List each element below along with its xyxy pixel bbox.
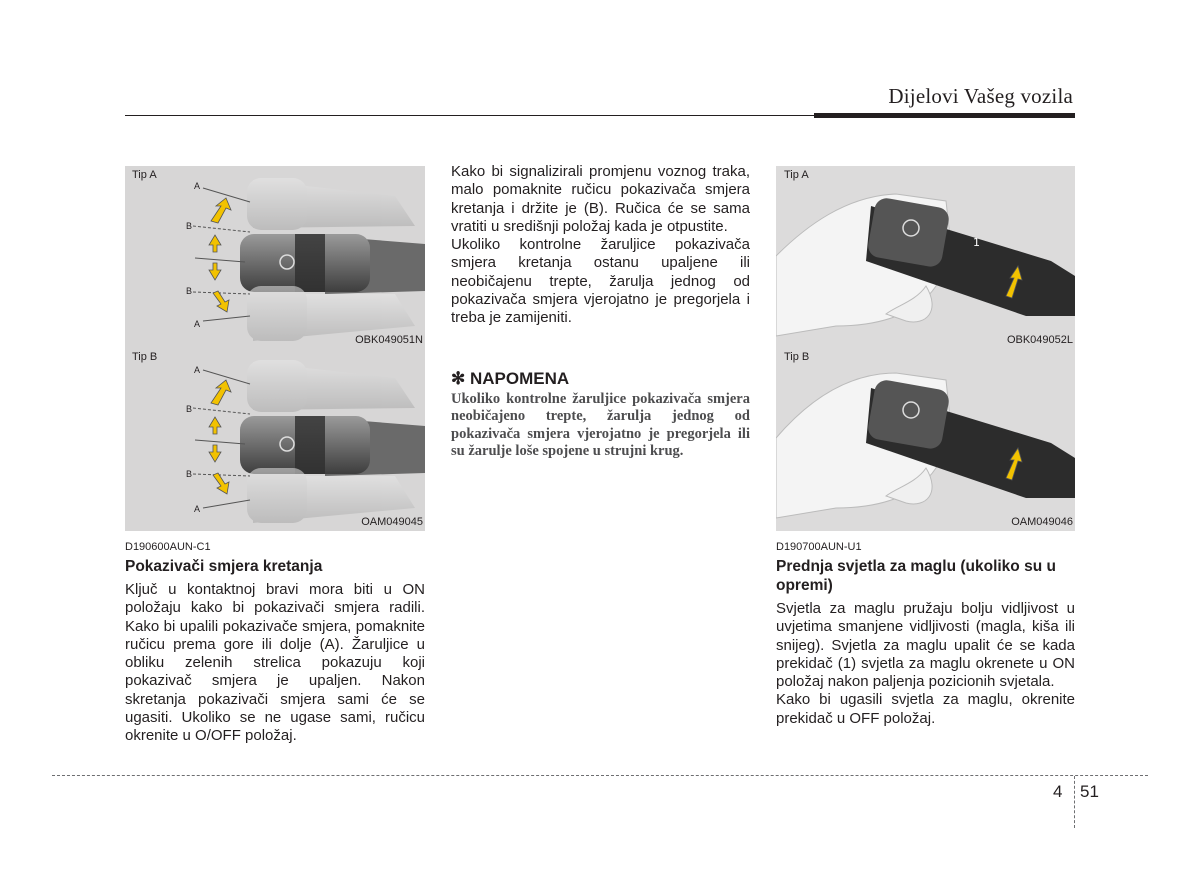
- figure-fog-light-type-b: [776, 348, 1075, 531]
- svg-text:1: 1: [973, 236, 980, 249]
- figure-code: OAM049046: [1011, 516, 1073, 528]
- figure-label: Tip A: [132, 169, 157, 181]
- page-header-title: Dijelovi Vašeg vozila: [888, 84, 1073, 108]
- callout-letter: B: [186, 469, 193, 479]
- paragraph: Ključ u kontaktnoj bravi mora biti u ON položaju kako bi pokazivači smjera radili. Kako bi upalili pokazivače smjera, pomaknite ručicu prema gore ili dolje (A). Žaruljice u obliku zelenih strelica pokazuju koji pokazivač smjera je upaljen. Nakon skretanja pokazivači smjera sami će se ugasiti. Ukoliko se ne ugase sami, ručicu okrenite u O/OFF položaj.: [125, 581, 425, 745]
- section-body: [776, 600, 1075, 728]
- section-code: D190700AUN-U1: [776, 541, 862, 553]
- header-rule-accent: [814, 113, 1075, 118]
- fog-light-switch-hand-illustration: [776, 348, 1075, 531]
- paragraph: Svjetla za maglu pružaju bolju vidljivost u uvjetima smanjene vidljivosti (magla, kiša ili snijeg). Svjetla za maglu upalit će se kada prekidač (1) svjetla za maglu okrenete u ON položaj nakon paljenja pozicionih svjetala.: [776, 600, 1075, 691]
- figure-code: OAM049045: [361, 516, 423, 528]
- middle-body: [451, 163, 750, 328]
- figure-turn-signal-type-b: [125, 348, 425, 531]
- footer-divider: [52, 775, 1148, 776]
- section-body: [125, 581, 425, 746]
- page-number-divider: [1074, 776, 1075, 828]
- note-title: NAPOMENA: [469, 369, 570, 388]
- paragraph: Kako bi signalizirali promjenu voznog traka, malo pomaknite ručicu pokazivača smjera kretanja i držite je (B). Ručica će se sama vratiti u središnji položaj kada je otpustite.: [451, 163, 750, 235]
- callout-letter: A: [194, 365, 201, 375]
- fog-light-switch-hand-illustration: [776, 166, 1075, 349]
- figure-label: Tip B: [132, 351, 158, 363]
- paragraph: Kako bi ugasili svjetla za maglu, okrenite prekidač u OFF položaj.: [776, 691, 1075, 727]
- turn-signal-lever-illustration: [125, 166, 425, 349]
- callout-letter: B: [186, 286, 193, 296]
- callout-letter: B: [186, 404, 193, 414]
- note-text: Ukoliko kontrolne žaruljice pokazivača smjera neobičajeno trepte, žarulja jednog od pokazivača smjera vjerojatno je pregorjela ili su žarulje loše spojene u strujni krug.: [451, 391, 750, 460]
- section-code: D190600AUN-C1: [125, 541, 211, 553]
- paragraph: Ukoliko kontrolne žaruljice pokazivača smjera kretanja ostanu upaljene ili neobičajenu trepte, žarulja jednog od pokazivača smjera vjerojatno je pregorjela i treba je zamijeniti.: [451, 236, 750, 327]
- figure-turn-signal-type-a: [125, 166, 425, 349]
- chapter-number: 4: [1053, 782, 1063, 801]
- figure-label: Tip B: [784, 351, 810, 363]
- section-title: Prednja svjetla za maglu (ukoliko su u opremi): [776, 558, 1056, 594]
- figure-code: OBK049052L: [1006, 334, 1073, 346]
- note-star-icon: ✻: [451, 369, 466, 388]
- figure-label: Tip A: [784, 169, 809, 181]
- figure-fog-light-type-a: [776, 166, 1075, 349]
- page-number: 51: [1080, 782, 1099, 801]
- note-heading: [451, 369, 569, 389]
- section-title: Pokazivači smjera kretanja: [125, 558, 323, 575]
- turn-signal-lever-illustration: [125, 348, 425, 531]
- callout-letter: A: [194, 181, 201, 191]
- callout-letter: A: [194, 319, 201, 329]
- callout-letter: B: [186, 221, 193, 231]
- callout-letter: A: [194, 504, 201, 514]
- figure-code: OBK049051N: [355, 334, 423, 346]
